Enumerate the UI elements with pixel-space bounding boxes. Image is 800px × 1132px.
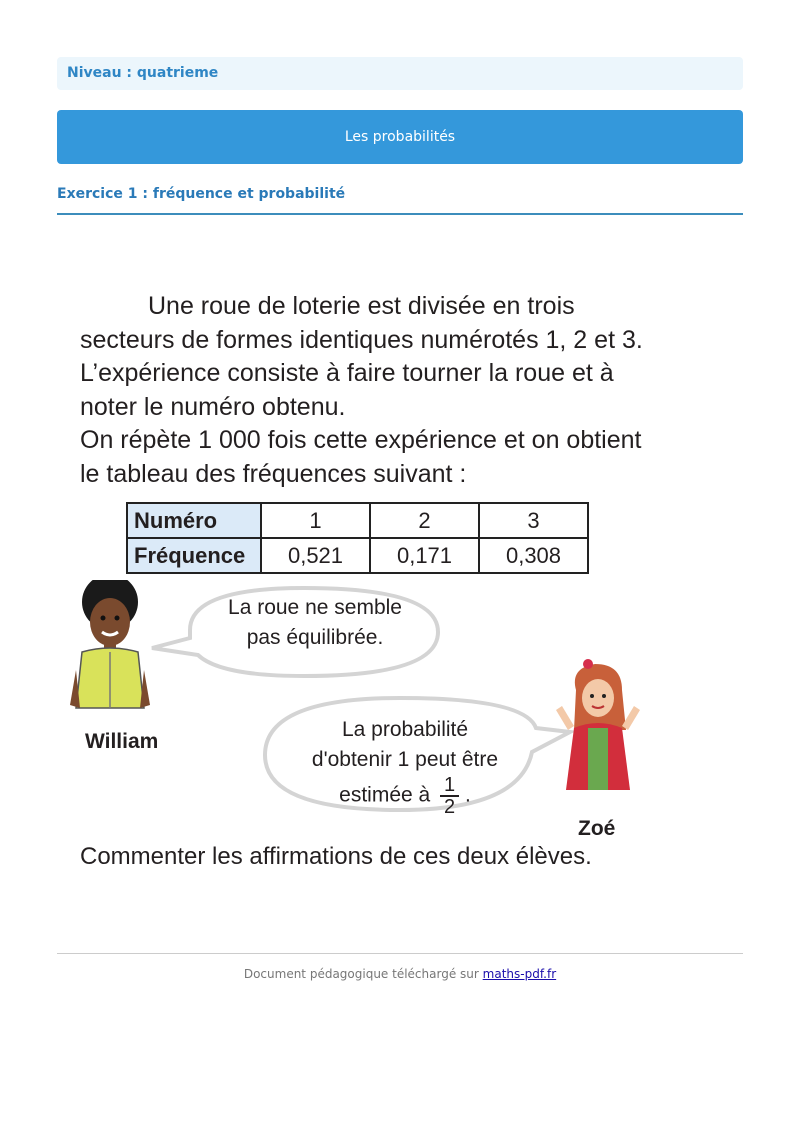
footer — [57, 967, 743, 981]
speech-line: d'obtenir 1 peut être — [311, 748, 499, 771]
table-row-numbers — [127, 503, 588, 538]
speech-line: estimée à — [339, 783, 431, 807]
row-header-frequence: Fréquence — [127, 538, 261, 573]
fraction-numerator: 1 — [440, 775, 459, 797]
william-speech-text — [190, 593, 440, 653]
table-cell: 0,171 — [370, 538, 479, 573]
table-cell: 0,308 — [479, 538, 588, 573]
statement-line: le tableau des fréquences suivant : — [80, 459, 467, 488]
row-header-numero: Numéro — [127, 503, 261, 538]
speech-period: . — [465, 783, 471, 807]
zoe-speech-text — [280, 715, 530, 817]
frequency-table — [126, 502, 589, 574]
zoe-illustration — [556, 659, 640, 790]
statement-line: secteurs de formes identiques numérotés 1, 2 et 3. — [80, 325, 643, 354]
table-cell: 3 — [479, 503, 588, 538]
speech-line: pas équilibrée. — [246, 626, 384, 649]
speech-line: La probabilité — [341, 718, 469, 741]
statement-line: Une roue de loterie est divisée en trois — [148, 292, 575, 320]
statement-line: L’expérience consiste à faire tourner la roue et à — [80, 359, 614, 387]
page-title: Les probabilités — [344, 129, 456, 145]
statement-line: noter le numéro obtenu. — [80, 392, 346, 421]
page-title-banner — [57, 110, 743, 164]
fraction-denominator: 2 — [444, 796, 456, 818]
william-illustration — [70, 580, 150, 708]
footer-divider — [57, 953, 743, 954]
exercise-heading: Exercice 1 : fréquence et probabilité — [57, 186, 743, 215]
zoe-name-label: Zoé — [578, 817, 616, 840]
table-cell: 0,521 — [261, 538, 370, 573]
table-cell: 2 — [370, 503, 479, 538]
exercise-body — [80, 290, 650, 870]
table-row-frequencies — [127, 538, 588, 573]
william-name-label: William — [85, 730, 159, 753]
fraction-one-half — [440, 775, 459, 817]
footer-text: Document pédagogique téléchargé sur — [243, 967, 479, 981]
speech-line: La roue ne semble — [228, 596, 402, 619]
table-cell: 1 — [261, 503, 370, 538]
level-text: Niveau : quatrieme — [67, 65, 219, 81]
level-banner — [57, 57, 743, 90]
problem-statement — [80, 290, 650, 491]
footer-link[interactable]: maths-pdf.fr — [482, 967, 557, 981]
exercise-question: Commenter les affirmations de ces deux élèves. — [80, 843, 592, 870]
statement-line: On répète 1 000 fois cette expérience et on obtient — [80, 426, 642, 454]
